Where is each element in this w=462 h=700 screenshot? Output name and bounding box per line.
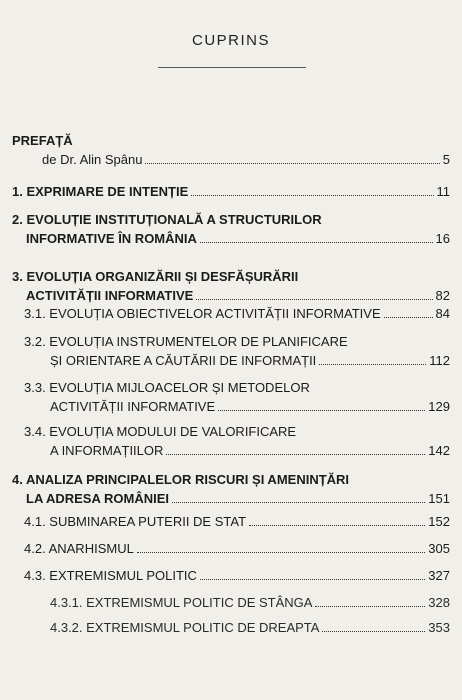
dot-leader: [145, 163, 439, 164]
page-number: 11: [436, 184, 450, 199]
title-divider: [158, 67, 306, 68]
entry-title-continued: INFORMATIVE ÎN ROMÂNIA: [26, 231, 197, 246]
entry-title: 4.3. EXTREMISMUL POLITIC: [24, 568, 197, 583]
preface-heading: PREFAȚĂ: [12, 133, 73, 148]
dot-leader: [200, 579, 425, 580]
dot-leader: [315, 606, 425, 607]
toc-entry-subsection-4-3-1: [50, 593, 450, 612]
entry-title-continued: ACTIVITĂȚII INFORMATIVE: [26, 288, 194, 303]
entry-title-continued: ACTIVITĂȚII INFORMATIVE: [50, 399, 216, 414]
entry-title: 4.2. ANARHISMUL: [24, 541, 134, 556]
page-number: 152: [428, 514, 450, 529]
page-number: 142: [428, 443, 450, 458]
toc-entry-chapter-4: [12, 470, 450, 508]
entry-title: 3.4. EVOLUȚIA MODULUI DE VALORIFICARE: [24, 424, 297, 439]
toc-entry-preface: [42, 150, 450, 169]
toc-entry-section-4-1: [24, 512, 450, 531]
page-number: 327: [428, 568, 450, 583]
dot-leader: [249, 525, 425, 526]
toc-entry-section-3-2: [24, 332, 450, 370]
entry-title-continued: ȘI ORIENTARE A CĂUTĂRII DE INFORMAȚII: [50, 353, 317, 368]
dot-leader: [322, 631, 425, 632]
toc-entry-chapter-2: [12, 210, 450, 248]
entry-title: 4.3.2. EXTREMISMUL POLITIC DE DREAPTA: [50, 620, 320, 635]
toc-entry-section-3-4: [24, 422, 450, 460]
entry-title-continued: LA ADRESA ROMÂNIEI: [26, 491, 169, 506]
entry-title: 4. ANALIZA PRINCIPALELOR RISCURI ȘI AMENINȚĂRI: [12, 472, 350, 487]
toc-entry-section-3-1: [24, 304, 450, 323]
page-number: 328: [428, 595, 450, 610]
entry-title: 4.3.1. EXTREMISMUL POLITIC DE STÂNGA: [50, 595, 313, 610]
entry-title: 3.3. EVOLUȚIA MIJLOACELOR ȘI METODELOR: [24, 380, 310, 395]
entry-title-continued: A INFORMAȚIILOR: [50, 443, 164, 458]
dot-leader: [172, 502, 425, 503]
page-number: 305: [428, 541, 450, 556]
page-number: 151: [428, 491, 450, 506]
dot-leader: [384, 317, 433, 318]
entry-title: 4.1. SUBMINAREA PUTERII DE STAT: [24, 514, 247, 529]
toc-entry-section-4-3: [24, 566, 450, 585]
entry-title: 3. EVOLUȚIA ORGANIZĂRII ȘI DESFĂȘURĂRII: [12, 269, 299, 284]
entry-title: 1. EXPRIMARE DE INTENȚIE: [12, 184, 189, 199]
page-number: 82: [435, 288, 450, 303]
entry-title: 3.2. EVOLUȚIA INSTRUMENTELOR DE PLANIFICARE: [24, 334, 348, 349]
toc-entry-section-4-2: [24, 539, 450, 558]
preface-author: de Dr. Alin Spânu: [42, 152, 143, 167]
toc-entry-section-3-3: [24, 378, 450, 416]
toc-entry-subsection-4-3-2: [50, 618, 450, 637]
dot-leader: [200, 242, 433, 243]
toc-entry-chapter-3: [12, 267, 450, 305]
toc-entry-chapter-1: [12, 182, 450, 201]
dot-leader: [166, 454, 425, 455]
page-number: 129: [428, 399, 450, 414]
entry-title: 3.1. EVOLUȚIA OBIECTIVELOR ACTIVITĂȚII INFORMATIVE: [24, 306, 381, 321]
page-number: 112: [429, 353, 450, 368]
page-number: 353: [428, 620, 450, 635]
page-number: 16: [435, 231, 450, 246]
dot-leader: [137, 552, 425, 553]
page-number: 84: [435, 306, 450, 321]
dot-leader: [319, 364, 426, 365]
dot-leader: [191, 195, 433, 196]
page-title: CUPRINS: [191, 32, 270, 49]
dot-leader: [218, 410, 425, 411]
dot-leader: [196, 299, 432, 300]
page-number: 5: [442, 152, 450, 167]
entry-title: 2. EVOLUȚIE INSTITUȚIONALĂ A STRUCTURILOR: [12, 212, 322, 227]
